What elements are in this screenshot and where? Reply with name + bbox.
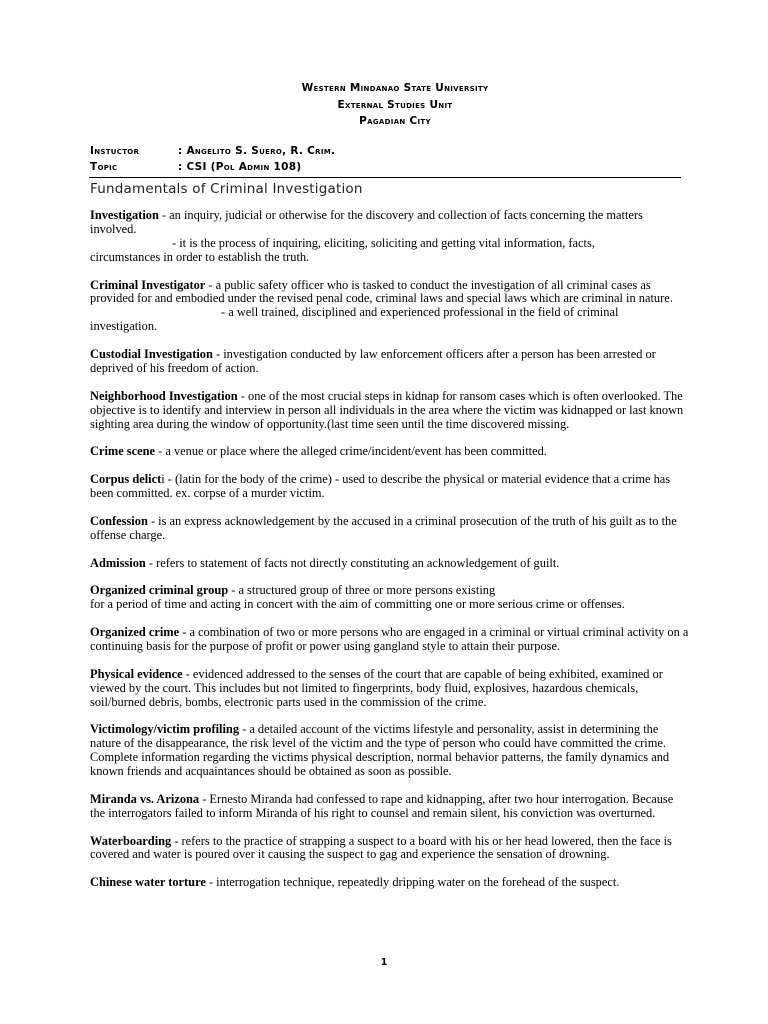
definition-term: Corpus delict (90, 472, 162, 487)
definition-text: i - (latin for the body of the crime) - used to describe the physical or material evidence that a crime has been committed. ex. corpse of a murder victim. (90, 472, 671, 501)
definition-term: Organized crime (90, 625, 180, 640)
instructor-row (90, 143, 680, 159)
definition-entry (90, 876, 690, 890)
definition-text: - a detailed account of the victims lifestyle and personality, assist in determining the nature of the disappearance, the risk level of the victim and the type of person who could have committed the crime. Complete information regarding the victims physical description, normal behavior patterns, the family dynamics and known friends and acquaintances should be obtained as soon as possible. (90, 722, 670, 779)
definition-entry (90, 835, 690, 863)
definition-text: - interrogation technique, repeatedly dripping water on the forehead of the suspect. (205, 875, 620, 890)
definition-text: - Ernesto Miranda had confessed to rape and kidnapping, after two hour interrogation. Because the interrogators failed to inform Miranda of his right to counsel and remain silent, his conviction was overturned. (90, 791, 674, 820)
definition-entry (90, 557, 690, 571)
definition-term: Victimology/victim profiling (90, 722, 240, 737)
topic-label: Topic (90, 161, 118, 173)
definition-entry (90, 668, 690, 710)
definition-term: Organized criminal group (90, 583, 229, 598)
definition-entry (90, 626, 690, 654)
university-name: Western Mindanao State University (301, 82, 489, 94)
header-divider (89, 177, 681, 178)
definition-text: - a combination of two or more persons who are engaged in a criminal or virtual criminal activity on a continuing basis for the purpose of profit or power using gangland style to attain their purpose. (90, 625, 689, 653)
definition-term: Miranda vs. Arizona (90, 791, 200, 806)
definition-entry (90, 209, 690, 265)
definition-entry (90, 793, 690, 821)
definition-text: - a venue or place where the alleged crime/incident/event has been committed. (155, 444, 547, 459)
document-title: Fundamentals of Criminal Investigation (90, 181, 363, 197)
definition-text: - one of the most crucial steps in kidnap for ransom cases which is often overlooked. The objective is to identify and interview in person all individuals in the area where the victim was kidnapped or last known sighting area during the window of opportunity.(last time seen until the time discovered missing. (90, 388, 684, 431)
definition-tail: for a period of time and acting in concert with the aim of committing one or more serious crime or offenses. (90, 597, 625, 612)
institution-heading (0, 80, 768, 130)
definition-entry (90, 473, 690, 501)
instructor-value: : Angelito S. Suero, R. Crim. (178, 145, 336, 157)
definition-term: Admission (90, 555, 146, 570)
definition-tail: circumstances in order to establish the truth. (90, 249, 310, 264)
definition-text: - refers to statement of facts not directly constituting an acknowledgement of guilt. (145, 555, 560, 570)
definition-term: Crime scene (90, 444, 156, 459)
page-number: 1 (380, 957, 388, 968)
definition-entry (90, 279, 690, 335)
unit-name: External Studies Unit (337, 98, 453, 111)
definition-list (90, 209, 690, 904)
city-name: Pagadian City (359, 115, 431, 127)
definition-term: Investigation (90, 208, 159, 222)
definition-entry (90, 515, 690, 543)
definition-term: Waterboarding (90, 833, 172, 848)
definition-text: - a public safety officer who is tasked to conduct the investigation of all criminal cases as provided for and embodied under the revised penal code, criminal laws and special laws which are criminal in nature. (90, 277, 673, 306)
definition-term: Chinese water torture (90, 875, 206, 890)
definition-text: - is an express acknowledgement by the accused in a criminal prosecution of the truth of his guilt as to the offense charge. (90, 513, 677, 542)
instructor-label: Instuctor (90, 145, 140, 157)
definition-term: Confession (90, 513, 148, 528)
definition-term: Neighborhood Investigation (90, 388, 238, 403)
definition-term: Criminal Investigator (90, 277, 206, 292)
definition-entry (90, 723, 690, 779)
definition-tail: investigation. (90, 319, 158, 334)
definition-entry (90, 445, 690, 459)
definition-text: - evidenced addressed to the senses of the court that are capable of being exhibited, examined or viewed by the court. This includes but not limited to fingerprints, body fluid, explosives, hazardous chemicals, soil/burned debris, bombs, electronic parts used in the commission of the crime. (90, 666, 663, 709)
course-meta (90, 143, 680, 175)
definition-entry (90, 348, 690, 376)
definition-text: - an inquiry, judicial or otherwise for the discovery and collection of facts concerning the matters involved. (90, 208, 643, 236)
definition-text: - investigation conducted by law enforcement officers after a person has been arrested or deprived of his freedom of action. (90, 347, 656, 375)
definition-term: Custodial Investigation (90, 347, 213, 362)
topic-row (90, 159, 680, 175)
definition-text: - a structured group of three or more persons existing (228, 583, 496, 598)
definition-continuation: - it is the process of inquiring, eliciting, soliciting and getting vital information, facts, (172, 235, 595, 250)
definition-term: Physical evidence (90, 666, 183, 681)
definition-entry (90, 584, 690, 612)
definition-continuation: - a well trained, disciplined and experienced professional in the field of criminal (221, 305, 619, 320)
definition-entry (90, 390, 690, 432)
topic-value: : CSI (Pol Admin 108) (178, 161, 302, 173)
definition-text: - refers to the practice of strapping a suspect to a board with his or her head lowered, then the face is covered and water is poured over it causing the suspect to gag and experience the sensation of drowning. (90, 833, 672, 862)
